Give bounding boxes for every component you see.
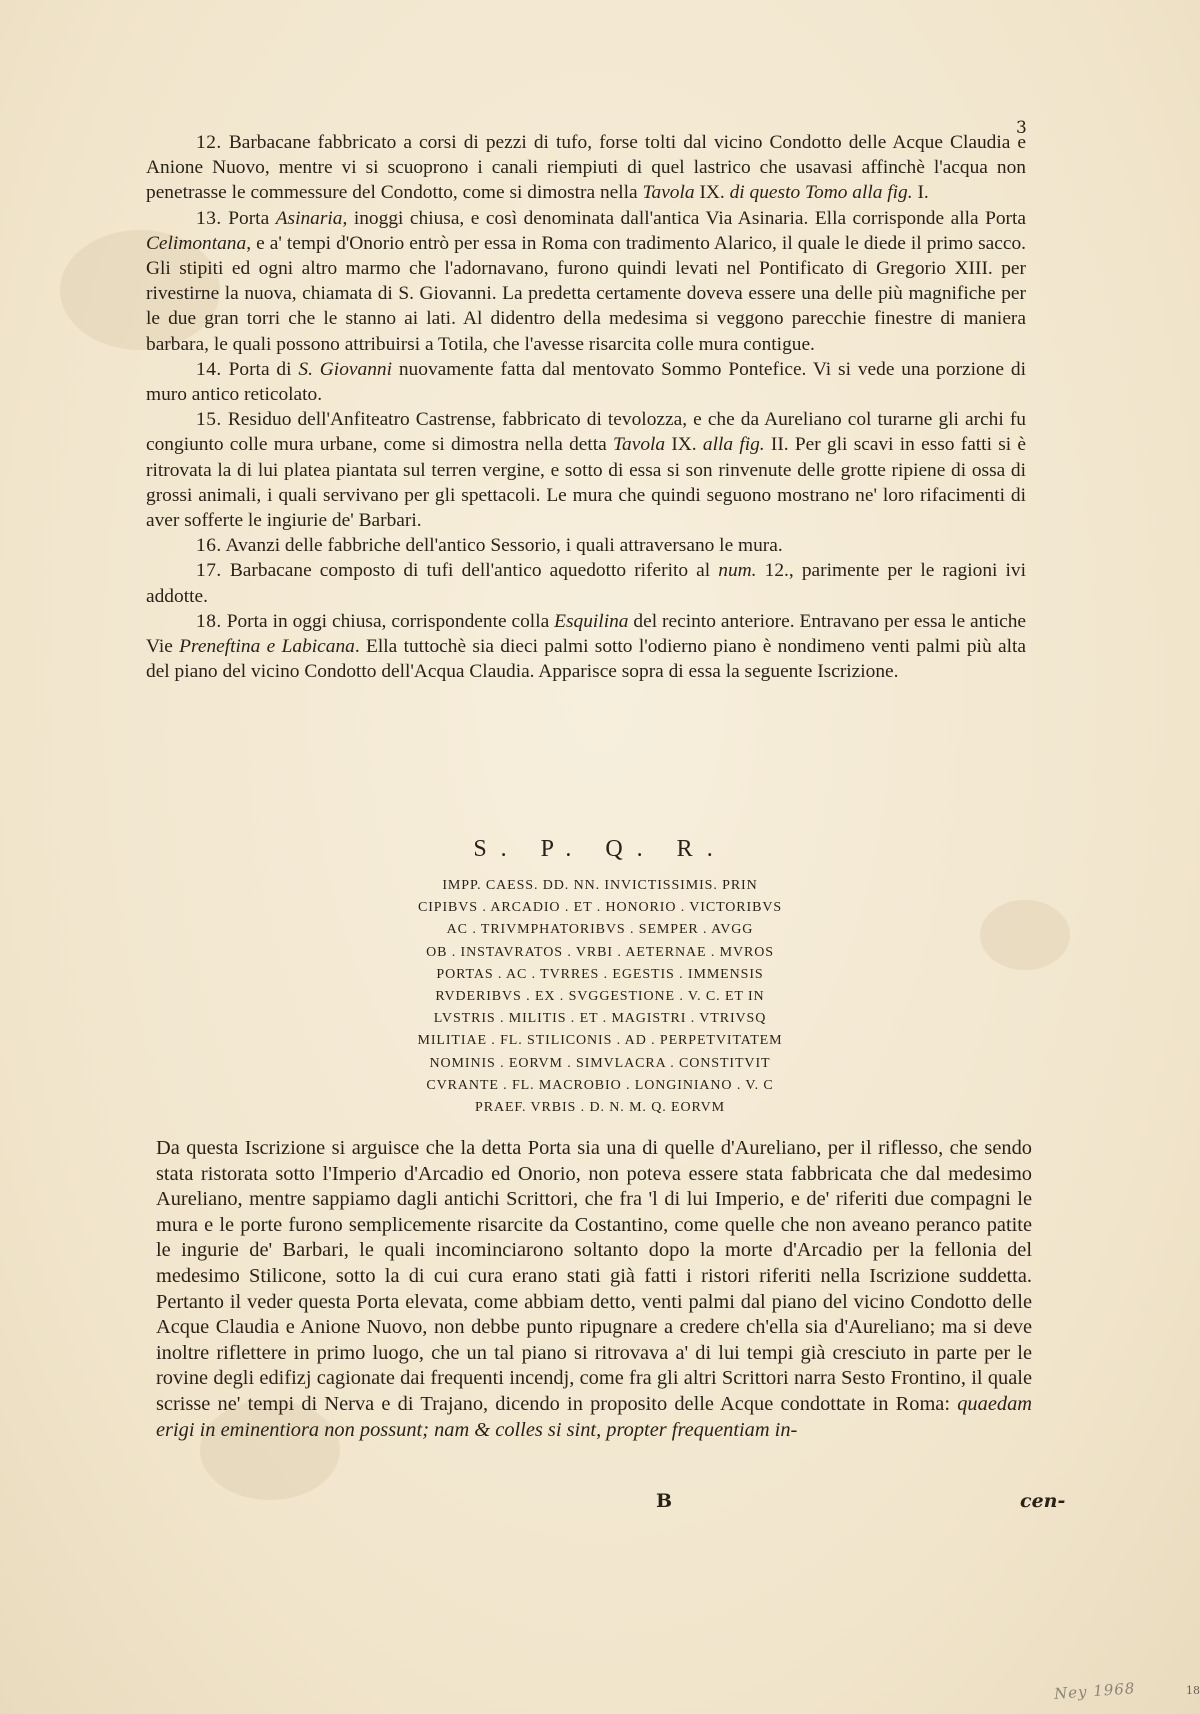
page-number: 3 xyxy=(1016,118,1027,138)
paragraph-text: I. xyxy=(912,182,929,204)
inscription-line: LVSTRIS . MILITIS . ET . MAGISTRI . VTRIVSQ xyxy=(433,1011,767,1027)
latin-inscription xyxy=(330,836,870,1119)
inscription-line: PRAEF. VRBIS . D. N. M. Q. EORVM xyxy=(475,1100,725,1116)
inscription-line: CIPIBVS . ARCADIO . ET . HONORIO . VICTORIBVS xyxy=(417,900,783,916)
paragraph-text: , e a' tempi d'Onorio entrò per essa in Roma con tradimento Alarico, il quale le diede il primo sacco. Gli stipiti ed ogni altro marmo che l'adornavano, furono quindi levati nel Pontificato di Gregorio XIII. per rivestirne la nuova, chiamata di S. Giovanni. La predetta certamente doveva essere una delle più magnifiche per le due gran torri che le stanno ai lati. Al didentro della medesima si veggono parecchie finestre di maniera barbara, le quali possono attribuirsi a Totila, che l'avesse risarcita colle mura contigue. xyxy=(146,232,1026,355)
paragraph-italic: Asinaria xyxy=(275,207,343,229)
paragraph-text: Residuo dell'Anfiteatro Castrense, fabbricato di tevolozza, e che da Aureliano col turarne gli archi fu congiunto colle mura urbane, come si dimostra nella detta xyxy=(146,409,1026,456)
catchword: cen- xyxy=(1020,1490,1066,1512)
paragraph-italic: Tavola xyxy=(642,182,695,204)
paragraph-13 xyxy=(146,206,1026,357)
paragraph-number: 12. xyxy=(196,132,222,153)
inscription-line: AC . TRIVMPHATORIBVS . SEMPER . AVGG xyxy=(446,922,754,938)
paragraph-italic: Celimontana xyxy=(146,232,247,254)
closing-paragraph xyxy=(156,1136,1032,1443)
paragraph-text: . Ella tuttochè sia dieci palmi sotto l'odierno piano è nondimeno venti palmi più alta del piano del vicino Condotto dell'Acqua Claudia. Apparisce sopra di essa la seguente Iscrizione. xyxy=(146,636,1026,683)
paragraph-text: Porta xyxy=(228,207,276,229)
inscription-line: PORTAS . AC . TVRRES . EGESTIS . IMMENSIS xyxy=(436,966,764,982)
paragraph-text: del recinto anteriore. Entravano per essa le antiche Vie xyxy=(146,610,1027,658)
paragraph-text: Porta in oggi chiusa, corrispondente colla xyxy=(226,610,555,632)
paragraph-italic: num. xyxy=(718,560,757,582)
paragraph-12 xyxy=(146,130,1026,206)
inscription-line: RVDERIBVS . EX . SVGGESTIONE . V. C. ET IN xyxy=(435,989,765,1005)
numbered-paragraphs xyxy=(146,130,1026,684)
inscription-line: IMPP. CAESS. DD. NN. INVICTISSIMIS. PRIN xyxy=(442,878,758,893)
paragraph-text: , inoggi chiusa, e così denominata dall'antica Via Asinaria. Ella corrisponde alla Porta xyxy=(342,207,1027,229)
paragraph-17 xyxy=(146,558,1026,608)
paragraph-italic: Tavola xyxy=(613,434,666,456)
paragraph-text: II. Per gli scavi in esso fatti si è ritrovata la di lui platea piantata sul terren vergine, e sotto di essa si son rinvenute delle grotte ripiene di ossa di grossi animali, i quali servivano per gli spettacoli. Le mura che quindi seguono mostrano ne' loro rifacimenti di aver sofferte le ingiurie de' Barbari. xyxy=(146,434,1026,532)
paragraph-text: Barbacane fabbricato a corsi di pezzi di tufo, forse tolti dal vicino Condotto delle Acque Claudia e Anione Nuovo, mentre vi si scuoprono i canali riempiuti di quel lastrico che usavasi affinchè l'acqua non penetrasse le commessure del Condotto, come si dimostra nella xyxy=(146,132,1026,204)
inscription-line: MILITIAE . FL. STILICONIS . AD . PERPETVITATEM xyxy=(417,1033,783,1049)
inscription-heading: S. P. Q. R. xyxy=(473,836,727,862)
paragraph-number: 15. xyxy=(196,409,222,431)
paragraph-text: Barbacane composto di tufi dell'antico aquedotto riferito al xyxy=(229,560,719,582)
paragraph-number: 13. xyxy=(196,207,222,229)
paragraph-text: IX. xyxy=(694,182,730,204)
paragraph-italic: di questo Tomo alla fig. xyxy=(729,182,913,204)
paragraph-number: 17. xyxy=(196,560,222,582)
paragraph-text: 12., parimente per le ragioni ivi addotte. xyxy=(146,560,1026,607)
paragraph-14 xyxy=(146,357,1026,407)
inscription-line: CVRANTE . FL. MACROBIO . LONGINIANO . V. C xyxy=(426,1077,774,1093)
paragraph-text: Avanzi delle fabbriche dell'antico Sessorio, i quali attraversano le mura. xyxy=(225,535,783,557)
paragraph-italic: S. Giovanni xyxy=(298,358,392,380)
paragraph-italic: alla fig. xyxy=(702,434,765,456)
paragraph-text: Porta di xyxy=(228,358,299,380)
edge-mark: 18 xyxy=(1186,1684,1200,1697)
paragraph-18 xyxy=(146,609,1026,685)
paragraph-15 xyxy=(146,407,1026,533)
paragraph-text: IX. xyxy=(665,434,703,456)
pencil-annotation: Ney 1968 xyxy=(1053,1679,1136,1703)
paragraph-number: 18. xyxy=(196,610,222,632)
closing-quote: quaedam erigi in eminentiora non possunt; nam & colles si sint, propter frequentiam in- xyxy=(156,1392,1032,1441)
inscription-line: OB . INSTAVRATOS . VRBI . AETERNAE . MVROS xyxy=(426,944,774,960)
paragraph-number: 14. xyxy=(196,358,222,380)
paragraph-16 xyxy=(146,533,1026,558)
inscription-line: NOMINIS . EORVM . SIMVLACRA . CONSTITVIT xyxy=(429,1055,771,1071)
signature-mark: B xyxy=(656,1490,673,1512)
paragraph-text: nuovamente fatta dal mentovato Sommo Pontefice. Vi si vede una porzione di muro antico reticolato. xyxy=(146,358,1026,406)
paragraph-italic: Esquilina xyxy=(554,610,629,632)
paragraph-number: 16. xyxy=(196,535,222,557)
paragraph-italic: Preneftina e Labicana xyxy=(179,636,355,658)
closing-text: Da questa Iscrizione si arguisce che la detta Porta sia una di quelle d'Aureliano, per il riflesso, che sendo stata ristorata sotto l'Imperio d'Arcadio ed Onorio, non poteva essere stata fabbricata che dal medesimo Aureliano, mentre sappiamo dagli antichi Scrittori, che fra 'l di lui Imperio, e de' riferiti due compagni le mura e le porte furono semplicemente risarcite da Costantino, come quelle che non aveano peranco patite le ingurie de' Barbari, le quali incominciarono soltanto dopo la morte d'Arcadio per la fellonia del medesimo Stilicone, sotto la di cui cura erano stati già fatti i ristori riferiti nella Iscrizione suddetta. Pertanto il veder questa Porta elevata, come abbiam detto, venti palmi dal piano del vicino Condotto delle Acque Claudia e Anione Nuovo, non debbe punto ripugnare a credere ch'ella sia d'Aureliano; ma si deve inoltre riflettere in primo luogo, che un tal piano si ritrovava a' di lui tempi già cresciuto in parte per le rovine degli edifizj cagionate dai frequenti incendj, come fra gli altri Scrittori narra Sesto Frontino, il quale scrisse ne' tempi di Nerva e di Trajano, dicendo in proposito delle Acque condottate in Roma: xyxy=(156,1137,1032,1415)
